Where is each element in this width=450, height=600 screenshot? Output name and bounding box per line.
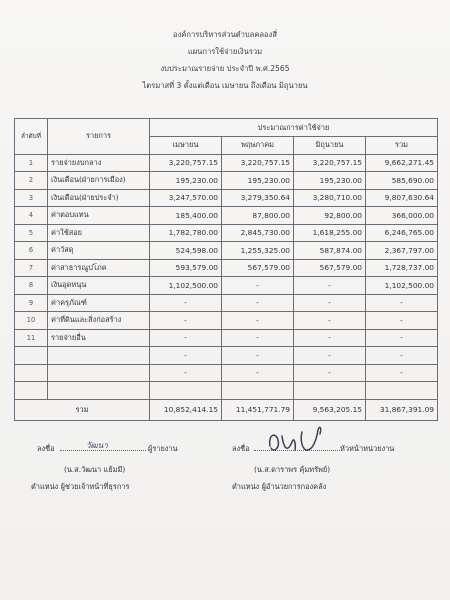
table-row: [15, 189, 438, 207]
table-row: [15, 154, 438, 172]
value-cell: 195,230.00: [150, 172, 222, 190]
value-cell: 587,874.00: [294, 242, 366, 260]
value-cell: 1,102,500.00: [366, 277, 438, 295]
value-cell: [366, 382, 438, 400]
row-number: 5: [15, 224, 48, 242]
value-cell: 6,246,765.00: [366, 224, 438, 242]
row-item: ค่าสาธารณูปโภค: [48, 259, 150, 277]
value-cell: 366,000.00: [366, 207, 438, 225]
value-cell: 9,662,271.45: [366, 154, 438, 172]
row-item: ค่าตอบแทน: [48, 207, 150, 225]
value-cell: 585,690.00: [366, 172, 438, 190]
position-left: ตำแหน่ง ผู้ช่วยเจ้าหน้าที่ธุรการ: [31, 482, 130, 491]
table-row: [15, 364, 438, 382]
handwritten-signature-right: [262, 420, 332, 460]
col-header-month: มิถุนายน: [294, 137, 366, 155]
value-cell: -: [150, 329, 222, 347]
value-cell: 1,255,325.00: [222, 242, 294, 260]
value-cell: 3,279,350.64: [222, 189, 294, 207]
value-cell: 567,579.00: [222, 259, 294, 277]
row-number: [15, 347, 48, 365]
handwritten-signature-left: วัฒนา: [86, 441, 108, 450]
value-cell: 1,102,500.00: [150, 277, 222, 295]
row-number: 1: [15, 154, 48, 172]
row-number: [15, 364, 48, 382]
table-row: [15, 172, 438, 190]
row-item: [48, 347, 150, 365]
row-item: รายจ่ายอื่น: [48, 329, 150, 347]
table-row: [15, 277, 438, 295]
value-cell: -: [222, 347, 294, 365]
value-cell: -: [294, 312, 366, 330]
value-cell: 524,598.00: [150, 242, 222, 260]
row-item: ค่าครุภัณฑ์: [48, 294, 150, 312]
budget-year: งบประมาณรายจ่าย ประจำปี พ.ศ.2565: [160, 64, 290, 73]
value-cell: 3,220,757.15: [150, 154, 222, 172]
table-row: [15, 382, 438, 400]
value-cell: 1,618,255.00: [294, 224, 366, 242]
row-number: 2: [15, 172, 48, 190]
value-cell: -: [366, 347, 438, 365]
col-header-month: เมษายน: [150, 137, 222, 155]
value-cell: -: [294, 364, 366, 382]
row-item: เงินอุดหนุน: [48, 277, 150, 295]
row-number: 11: [15, 329, 48, 347]
value-cell: 2,367,797.00: [366, 242, 438, 260]
value-cell: -: [150, 294, 222, 312]
value-cell: -: [150, 312, 222, 330]
row-number: 8: [15, 277, 48, 295]
value-cell: 3,280,710.00: [294, 189, 366, 207]
value-cell: 567,579.00: [294, 259, 366, 277]
row-item: ค่าวัสดุ: [48, 242, 150, 260]
row-item: ค่าที่ดินและสิ่งก่อสร้าง: [48, 312, 150, 330]
value-cell: -: [366, 312, 438, 330]
col-header-month: พฤษภาคม: [222, 137, 294, 155]
row-number: [15, 382, 48, 400]
role-head: หัวหน้าหน่วยงาน: [340, 444, 395, 453]
value-cell: 2,845,730.00: [222, 224, 294, 242]
total-label: รวม: [15, 399, 150, 420]
total-cell: 9,563,205.15: [294, 399, 366, 420]
value-cell: -: [294, 347, 366, 365]
table-row: [15, 224, 438, 242]
value-cell: -: [366, 364, 438, 382]
total-cell: 11,451,771.79: [222, 399, 294, 420]
value-cell: 195,230.00: [222, 172, 294, 190]
budget-table: [14, 118, 438, 421]
value-cell: -: [366, 294, 438, 312]
col-header-item: รายการ: [48, 119, 150, 155]
row-number: 3: [15, 189, 48, 207]
value-cell: -: [150, 364, 222, 382]
value-cell: -: [222, 329, 294, 347]
value-cell: -: [222, 364, 294, 382]
value-cell: [150, 382, 222, 400]
sign-label-left: ลงชื่อ: [37, 444, 55, 453]
value-cell: 185,400.00: [150, 207, 222, 225]
value-cell: 92,800.00: [294, 207, 366, 225]
value-cell: 3,247,570.00: [150, 189, 222, 207]
value-cell: 87,800.00: [222, 207, 294, 225]
name-right: (น.ส.ดาราพร คุ้มทรัพย์): [254, 465, 331, 474]
value-cell: -: [366, 329, 438, 347]
col-header-seq: ลำดับที่: [15, 119, 48, 155]
row-item: เงินเดือน(ฝ่ายการเมือง): [48, 172, 150, 190]
role-reporter: ผู้รายงาน: [148, 444, 178, 453]
table-row: [15, 312, 438, 330]
value-cell: 1,782,780.00: [150, 224, 222, 242]
value-cell: 593,579.00: [150, 259, 222, 277]
value-cell: 3,220,757.15: [294, 154, 366, 172]
value-cell: -: [294, 329, 366, 347]
total-cell: 31,867,391.09: [366, 399, 438, 420]
value-cell: 9,807,630.64: [366, 189, 438, 207]
value-cell: -: [222, 277, 294, 295]
table-row: [15, 242, 438, 260]
value-cell: 3,220,757.15: [222, 154, 294, 172]
value-cell: [222, 382, 294, 400]
org-name: องค์การบริหารส่วนตำบลคลองสี่: [173, 30, 277, 39]
total-cell: 10,852,414.15: [150, 399, 222, 420]
value-cell: -: [222, 312, 294, 330]
name-left: (น.ส.วัฒนา แย้มมี): [64, 465, 126, 474]
doc-title: แผนการใช้จ่ายเงินรวม: [187, 47, 263, 56]
row-number: 9: [15, 294, 48, 312]
row-item: เงินเดือน(ฝ่ายประจำ): [48, 189, 150, 207]
value-cell: 1,728,737.00: [366, 259, 438, 277]
row-item: [48, 382, 150, 400]
table-row: [15, 259, 438, 277]
row-number: 6: [15, 242, 48, 260]
col-header-estimate: ประมาณการค่าใช้จ่าย: [150, 119, 438, 137]
row-item: ค่าใช้สอย: [48, 224, 150, 242]
table-row: [15, 294, 438, 312]
value-cell: 195,230.00: [294, 172, 366, 190]
col-header-total: รวม: [366, 137, 438, 155]
row-number: 7: [15, 259, 48, 277]
value-cell: -: [294, 277, 366, 295]
quarter-range: ไตรมาสที่ 3 ตั้งแต่เดือน เมษายน ถึงเดือน มิถุนายน: [142, 81, 308, 90]
value-cell: -: [150, 347, 222, 365]
row-item: [48, 364, 150, 382]
table-row: [15, 347, 438, 365]
value-cell: [294, 382, 366, 400]
table-row: [15, 207, 438, 225]
position-right: ตำแหน่ง ผู้อำนวยการกองคลัง: [232, 482, 327, 491]
row-number: 10: [15, 312, 48, 330]
value-cell: -: [294, 294, 366, 312]
table-row: [15, 329, 438, 347]
row-number: 4: [15, 207, 48, 225]
sign-label-right: ลงชื่อ: [232, 444, 250, 453]
row-item: รายจ่ายงบกลาง: [48, 154, 150, 172]
value-cell: -: [222, 294, 294, 312]
total-row: [15, 399, 438, 420]
